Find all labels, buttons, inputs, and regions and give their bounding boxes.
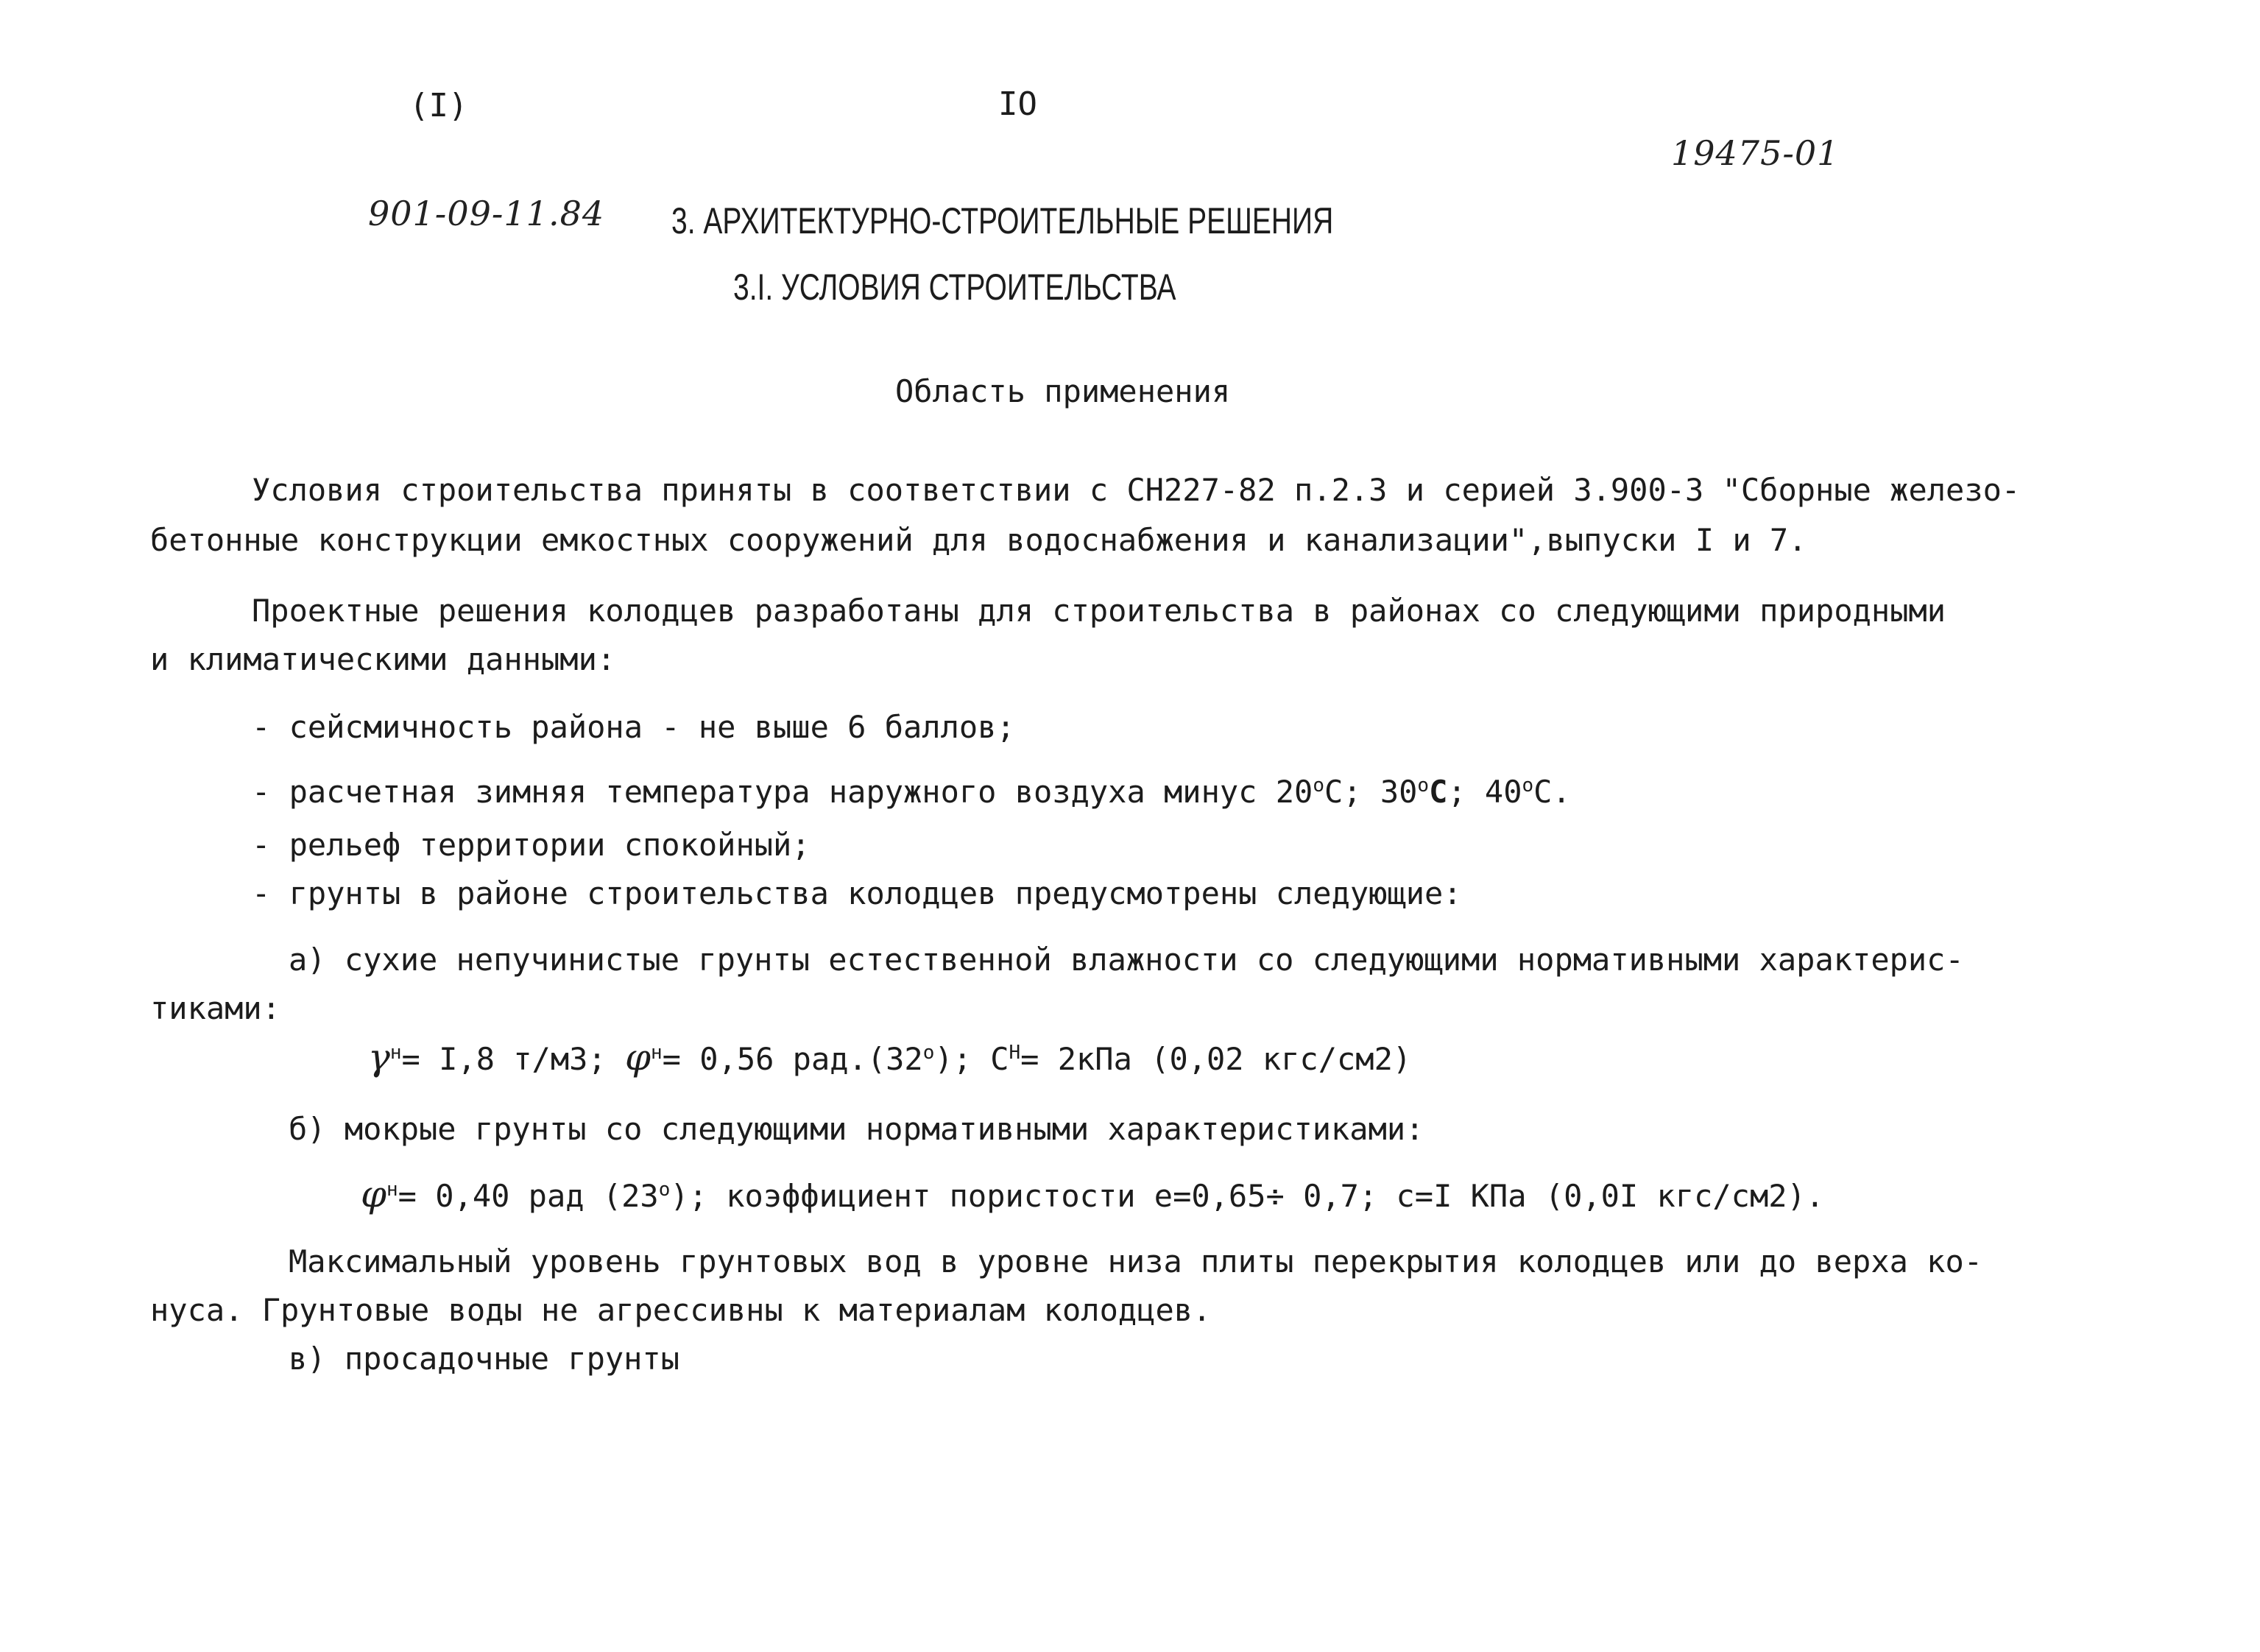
degree-mark: о (658, 1179, 671, 1201)
superscript: Н (1009, 1042, 1021, 1064)
paragraph-2-line-1: Проектные решения колодцев разработаны для строительства в районах со следующими природными (252, 593, 1946, 629)
bullet-temperature (252, 770, 1571, 814)
gamma-symbol: γ (368, 1036, 390, 1079)
handwritten-stamp-left: 901-09-11.84 (368, 194, 605, 233)
superscript: н (386, 1179, 398, 1201)
phi-symbol: φ (625, 1036, 651, 1079)
degree-mark: о (1522, 774, 1534, 797)
section-title: 3. АРХИТЕКТУРНО-СТРОИТЕЛЬНЫЕ РЕШЕНИЯ (671, 200, 1334, 241)
formula-part: = 0,40 рад (23 (398, 1178, 659, 1214)
formula-b (361, 1172, 1824, 1218)
temperature-part: ; 40 (1447, 774, 1522, 810)
item-a-line-2: тиками: (150, 990, 281, 1026)
phi-symbol: φ (361, 1173, 387, 1215)
formula-a (368, 1035, 1411, 1081)
item-a-line-1: а) сухие непучинистые грунты естественной влажности со следующими нормативными характерис- (289, 942, 1964, 978)
handwritten-stamp-top-right: 19475-01 (1671, 133, 1840, 173)
paragraph-3-line-1: Максимальный уровень грунтовых вод в уровне низа плиты перекрытия колодцев или до верха ко- (289, 1243, 1983, 1279)
temperature-part: С. (1533, 774, 1571, 810)
left-marker: (I) (409, 87, 468, 124)
formula-part: = 2кПа (0,02 кгс/см2) (1020, 1041, 1412, 1077)
paragraph-2-line-2: и климатическими данными: (150, 641, 616, 677)
item-b: б) мокрые грунты со следующими нормативными характеристиками: (289, 1111, 1424, 1147)
paragraph-3-line-2: нуса. Грунтовые воды не агрессивны к материалам колодцев. (150, 1292, 1212, 1328)
paragraph-1-line-2: бетонные конструкции емкостных сооружений для водоснабжения и канализации",выпуски I и 7. (150, 522, 1807, 558)
page-number: IO (998, 85, 1037, 123)
superscript: н (389, 1042, 402, 1064)
formula-part: ); С (934, 1041, 1009, 1077)
paragraph-1-line-1: Условия строительства приняты в соответствии с СН227-82 п.2.3 и серией 3.900-3 "Сборные железо- (252, 472, 2021, 508)
formula-part: ); коэффициент пористости е=0,65÷ 0,7; с=I КПа (0,0I кгс/см2). (670, 1178, 1825, 1214)
degree-mark: о (922, 1042, 935, 1064)
bullet-soils: - грунты в районе строительства колодцев предусмотрены следующие: (252, 875, 1462, 911)
formula-part: = 0,56 рад.(32 (662, 1041, 923, 1077)
superscript: н (651, 1042, 663, 1064)
formula-part: = I,8 т/м3; (401, 1041, 607, 1077)
degree-mark: о (1417, 774, 1430, 797)
area-heading: Область применения (895, 373, 1231, 409)
temperature-part: С; 30 (1324, 774, 1418, 810)
bullet-relief: - рельеф территории спокойный; (252, 827, 811, 863)
bullet-seismic: - сейсмичность района - не выше 6 баллов; (252, 709, 1015, 745)
temperature-prefix: - расчетная зимняя температура наружного воздуха минус 20 (252, 774, 1313, 810)
temperature-part: С (1429, 774, 1448, 810)
degree-mark: о (1313, 774, 1324, 797)
item-c: в) просадочные грунты (289, 1341, 680, 1377)
subsection-title: 3.I. УСЛОВИЯ СТРОИТЕЛЬСТВА (733, 266, 1176, 308)
